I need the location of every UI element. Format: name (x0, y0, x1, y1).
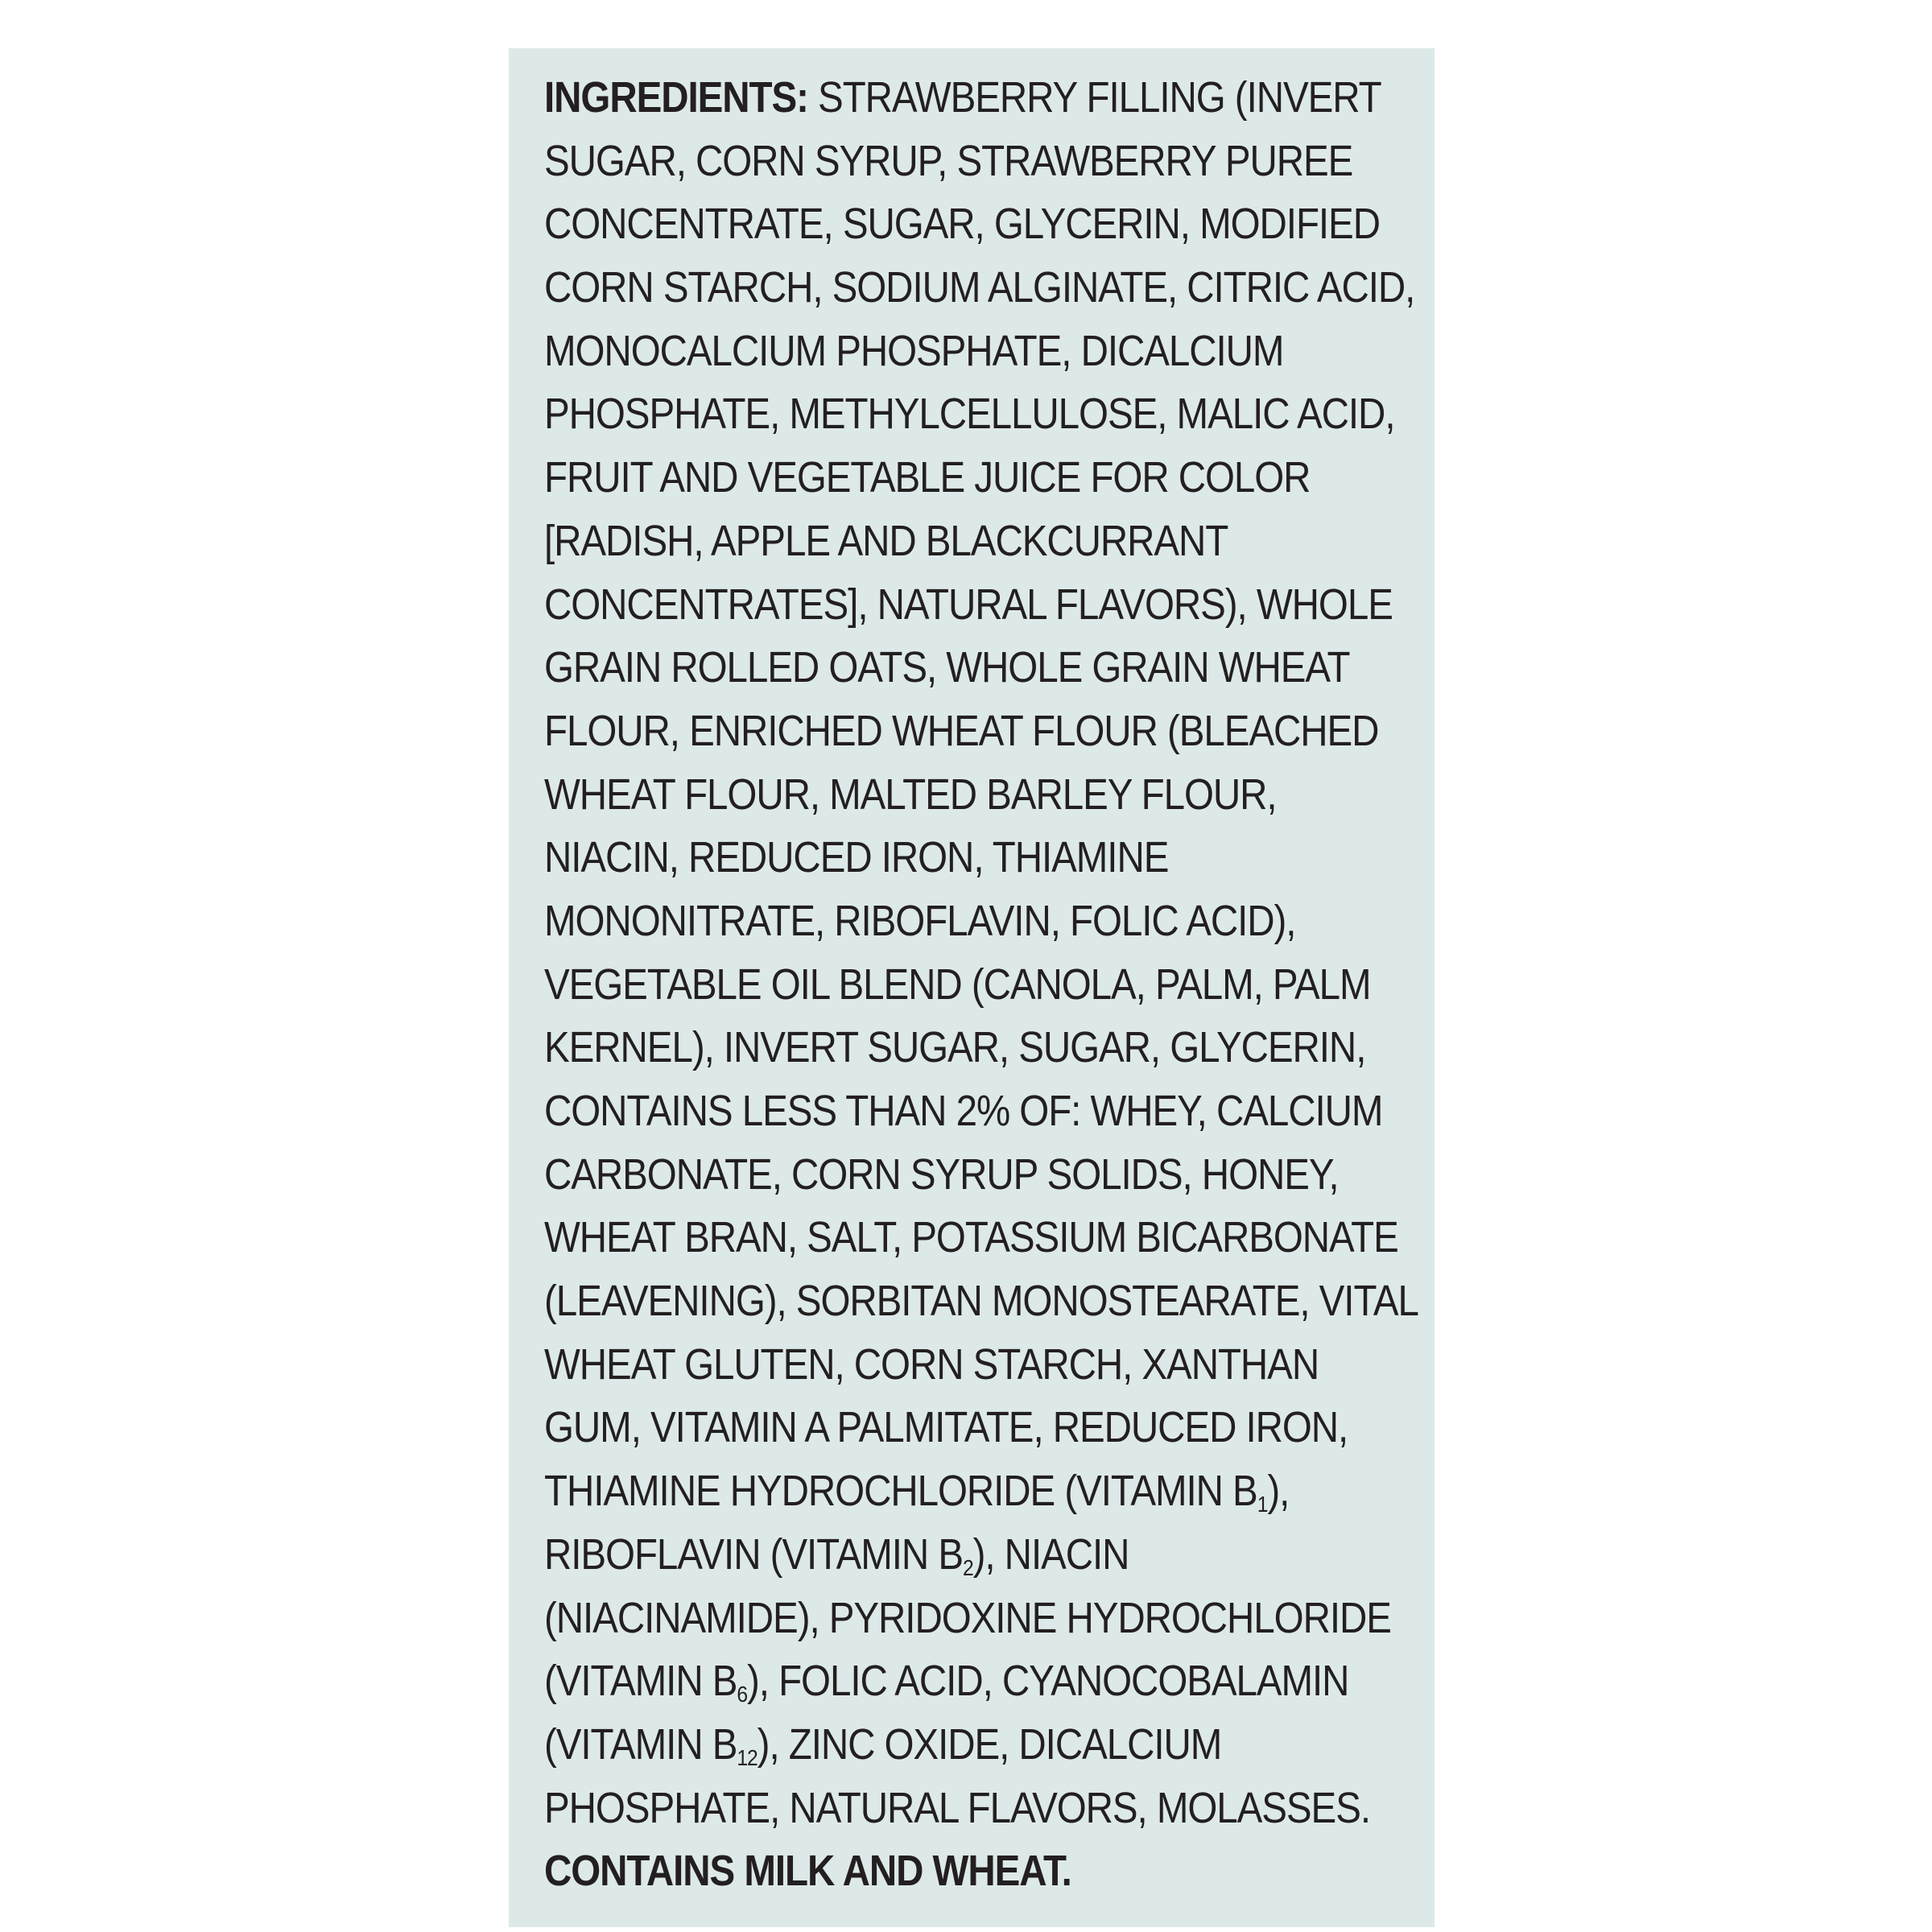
ingredients-line: FLOUR, ENRICHED WHEAT FLOUR (BLEACHED (544, 706, 1379, 755)
ingredients-line: RIBOFLAVIN (VITAMIN $B_2$), NIACIN (544, 1530, 1129, 1580)
allergen-statement: CONTAINS MILK AND WHEAT. (544, 1847, 1071, 1896)
ingredients-line: WHEAT BRAN, SALT, POTASSIUM BICARBONATE (544, 1213, 1398, 1262)
ingredients-line: CONCENTRATES], NATURAL FLAVORS), WHOLE (544, 580, 1393, 629)
ingredients-line: (LEAVENING), SORBITAN MONOSTEARATE, VITAL (544, 1277, 1418, 1326)
ingredients-line: CONTAINS LESS THAN 2% OF: WHEY, CALCIUM (544, 1087, 1383, 1135)
ingredients-panel (509, 48, 1435, 1927)
subscript: 1 (1257, 1492, 1268, 1517)
ingredients-line: (VITAMIN $B_6$), FOLIC ACID, CYANOCOBALAMIN (544, 1657, 1349, 1707)
ingredients-text-block (544, 66, 1418, 1903)
ingredients-line: NIACIN, REDUCED IRON, THIAMINE (544, 833, 1169, 882)
subscript: 12 (737, 1744, 758, 1770)
ingredients-line: MONONITRATE, RIBOFLAVIN, FOLIC ACID), (544, 896, 1296, 945)
ingredients-line: INGREDIENTS: STRAWBERRY FILLING (INVERT (544, 73, 1381, 122)
ingredients-line: (NIACINAMIDE), PYRIDOXINE HYDROCHLORIDE (544, 1593, 1391, 1642)
ingredients-line: WHEAT FLOUR, MALTED BARLEY FLOUR, (544, 770, 1277, 819)
ingredients-heading: INGREDIENTS: (544, 73, 808, 122)
ingredients-line: THIAMINE HYDROCHLORIDE (VITAMIN $B_1$), (544, 1467, 1290, 1517)
ingredients-line: SUGAR, CORN SYRUP, STRAWBERRY PUREE (544, 136, 1353, 185)
ingredients-line: [RADISH, APPLE AND BLACKCURRANT (544, 516, 1228, 565)
ingredients-line: MONOCALCIUM PHOSPHATE, DICALCIUM (544, 326, 1284, 375)
ingredients-line: CONCENTRATE, SUGAR, GLYCERIN, MODIFIED (544, 200, 1380, 249)
subscript: 6 (737, 1682, 748, 1707)
ingredients-line: FRUIT AND VEGETABLE JUICE FOR COLOR (544, 453, 1311, 502)
ingredients-line: VEGETABLE OIL BLEND (CANOLA, PALM, PALM (544, 960, 1371, 1009)
ingredients-line: KERNEL), INVERT SUGAR, SUGAR, GLYCERIN, (544, 1023, 1366, 1072)
ingredients-line: WHEAT GLUTEN, CORN STARCH, XANTHAN (544, 1340, 1319, 1389)
subscript: 2 (962, 1554, 973, 1580)
ingredients-line: CORN STARCH, SODIUM ALGINATE, CITRIC ACID, (544, 263, 1415, 312)
ingredients-line: GUM, VITAMIN A PALMITATE, REDUCED IRON, (544, 1403, 1348, 1452)
ingredients-line: CARBONATE, CORN SYRUP SOLIDS, HONEY, (544, 1150, 1339, 1199)
ingredients-line: GRAIN ROLLED OATS, WHOLE GRAIN WHEAT (544, 643, 1350, 692)
ingredients-line: (VITAMIN $B_{12}$), ZINC OXIDE, DICALCIUM (544, 1719, 1222, 1770)
ingredients-line: PHOSPHATE, NATURAL FLAVORS, MOLASSES. (544, 1783, 1370, 1832)
ingredients-line: PHOSPHATE, METHYLCELLULOSE, MALIC ACID, (544, 390, 1395, 439)
